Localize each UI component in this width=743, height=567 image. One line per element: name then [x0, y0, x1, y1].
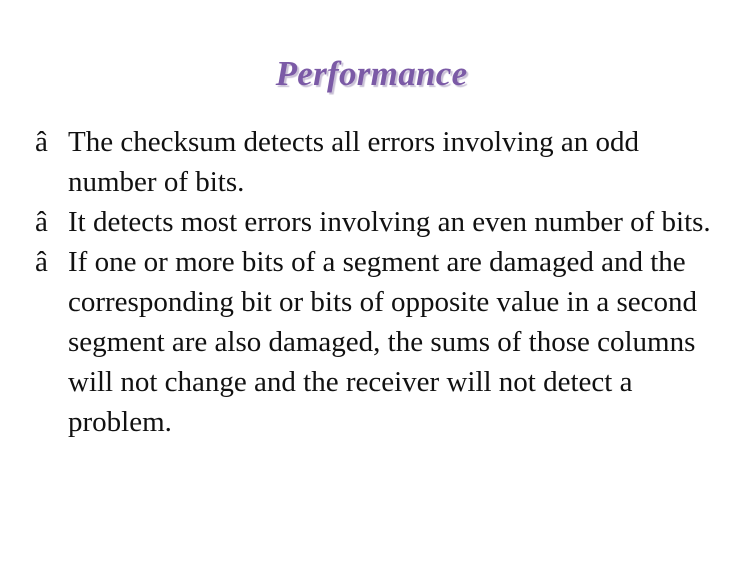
bullet-text: It detects most errors involving an even number of bits. — [68, 206, 711, 238]
bullet-text: The checksum detects all errors involving an odd number of bits. — [68, 126, 639, 198]
bullet-item — [35, 242, 725, 442]
bullet-list — [35, 122, 725, 442]
bullet-item — [35, 122, 725, 202]
bullet-item — [35, 202, 725, 242]
bullet-text: If one or more bits of a segment are damaged and the corresponding bit or bits of opposite value in a second segment are also damaged, the sums of those columns will not change and the receiver will not detect a problem. — [68, 246, 698, 438]
bullet-marker-icon: â — [35, 206, 48, 238]
bullet-marker-icon: â — [35, 126, 48, 158]
bullet-marker-icon: â — [35, 246, 48, 278]
slide-title: Performance — [275, 54, 468, 93]
